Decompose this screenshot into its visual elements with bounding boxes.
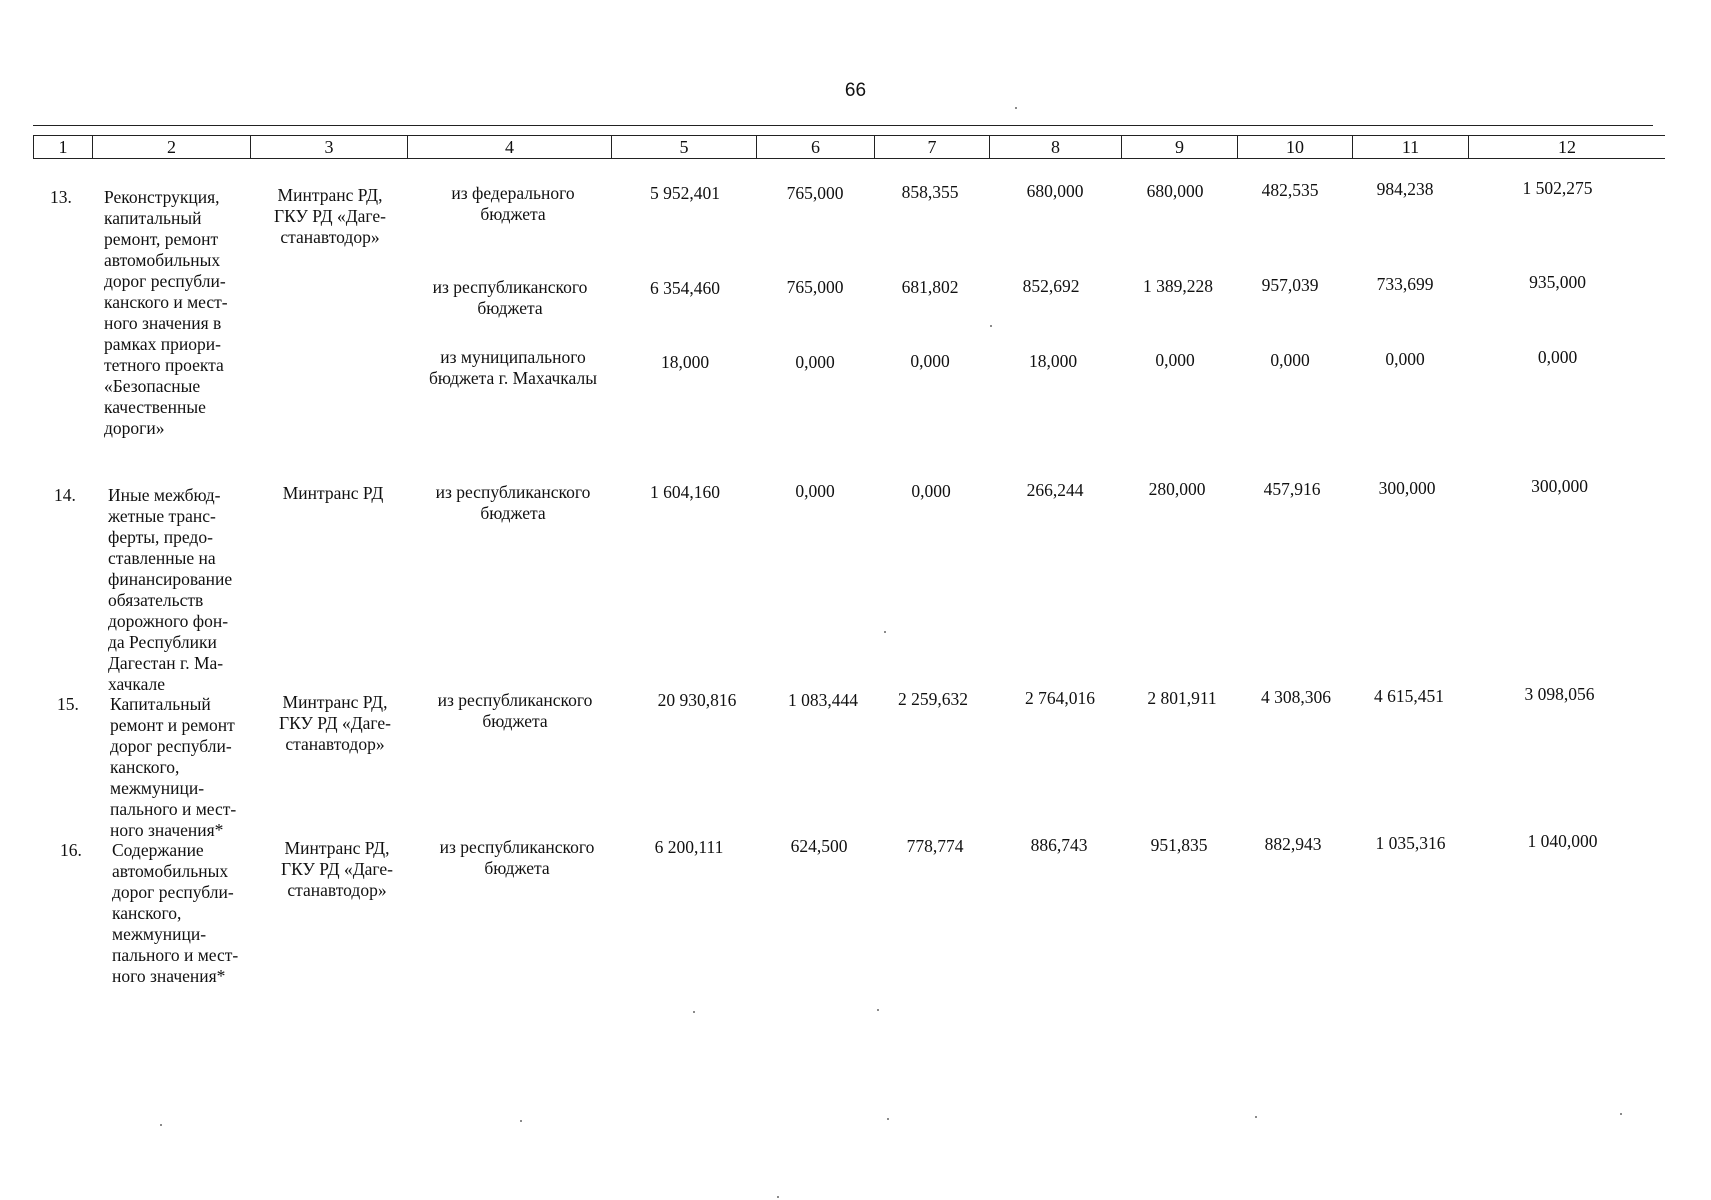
row-14-name (108, 485, 248, 695)
responsible-line: ГКУ РД «Даге- (279, 713, 391, 733)
value-col-12: 0,000 (1537, 347, 1578, 367)
value-col-5: 20 930,816 (657, 690, 737, 710)
name-line: дороги» (104, 418, 165, 438)
row-14-index: 14. (54, 485, 76, 505)
name-line: дорог республи- (112, 882, 234, 902)
name-line: пального и мест- (110, 799, 237, 819)
source-line: из республиканского (432, 277, 588, 297)
row-16-name (112, 840, 252, 987)
value-col-7: 858,355 (901, 182, 959, 202)
source-line: из республиканского (439, 837, 595, 857)
value-col-5: 1 604,160 (650, 482, 720, 502)
name-line: «Безопасные (104, 376, 201, 396)
header-top-rule (33, 125, 1653, 126)
name-line: капитальный (104, 208, 202, 228)
row-13-responsible (265, 185, 395, 248)
name-line: жетные транс- (108, 506, 216, 526)
value-col-7: 2 259,632 (898, 689, 968, 709)
name-line: финансирование (108, 569, 233, 589)
row-15-source-republican (420, 690, 610, 732)
page-number: 66 (844, 80, 867, 101)
name-line: Содержание (112, 840, 204, 860)
value-col-7: 0,000 (911, 481, 951, 501)
value-col-9: 951,835 (1150, 835, 1208, 855)
name-line: ферты, предо- (108, 527, 213, 547)
value-col-11: 984,238 (1376, 179, 1434, 199)
value-col-6: 0,000 (795, 481, 835, 501)
scan-speck (520, 1120, 522, 1122)
name-line: Дагестан г. Ма- (108, 653, 224, 673)
value-col-11: 4 615,451 (1374, 686, 1444, 706)
column-header-4: 4 (408, 136, 612, 159)
responsible-line: Минтранс РД, (282, 692, 388, 712)
value-col-12: 1 040,000 (1527, 831, 1598, 851)
source-line: бюджета (480, 204, 546, 224)
row-16-responsible (272, 838, 402, 901)
name-line: качественные (104, 397, 206, 417)
column-header-1: 1 (34, 136, 93, 159)
responsible-line: станавтодор» (285, 734, 385, 754)
column-header-9: 9 (1122, 136, 1238, 159)
name-line: ного значения в (104, 313, 222, 333)
responsible-line: ГКУ РД «Даге- (281, 859, 393, 879)
name-line: Иные межбюд- (108, 485, 221, 505)
scan-speck (1015, 107, 1017, 109)
name-line: тетного проекта (104, 355, 224, 375)
value-col-10: 4 308,306 (1261, 687, 1331, 707)
row-14-responsible (268, 483, 398, 504)
value-col-8: 886,743 (1030, 835, 1088, 855)
source-line: из республиканского (437, 690, 593, 710)
source-line: бюджета (477, 298, 543, 318)
name-line: дорог республи- (110, 736, 232, 756)
value-col-10: 957,039 (1261, 275, 1319, 295)
name-line: дорог республи- (104, 271, 226, 291)
name-line: ного значения* (112, 966, 226, 986)
value-col-5: 18,000 (660, 352, 710, 372)
name-line: канского и мест- (104, 292, 228, 312)
value-col-8: 18,000 (1028, 351, 1078, 371)
column-header-10: 10 (1238, 136, 1353, 159)
row-13-source-federal (418, 183, 608, 225)
value-col-5: 5 952,401 (650, 183, 720, 203)
source-line: бюджета (480, 503, 546, 523)
value-col-5: 6 354,460 (650, 278, 720, 298)
responsible-line: станавтодор» (287, 880, 387, 900)
value-col-5: 6 200,111 (654, 837, 724, 857)
value-col-10: 482,535 (1261, 180, 1319, 200)
column-header-12: 12 (1469, 136, 1666, 159)
value-col-10: 882,943 (1264, 834, 1322, 854)
value-col-9: 2 801,911 (1147, 688, 1217, 708)
row-13-source-municipal (413, 347, 613, 389)
name-line: дорожного фон- (108, 611, 229, 631)
value-col-6: 1 083,444 (788, 690, 858, 710)
responsible-line: станавтодор» (280, 227, 380, 247)
name-line: автомобильных (112, 861, 229, 881)
name-line: пального и мест- (112, 945, 239, 965)
value-col-10: 0,000 (1270, 350, 1310, 370)
source-line: бюджета (482, 711, 548, 731)
responsible-line: Минтранс РД, (277, 185, 383, 205)
value-col-6: 765,000 (786, 277, 844, 297)
name-line: канского, (110, 757, 180, 777)
name-line: обязательств (108, 590, 204, 610)
value-col-12: 3 098,056 (1524, 684, 1595, 704)
value-col-10: 457,916 (1263, 479, 1321, 499)
name-line: ного значения* (110, 820, 224, 840)
value-col-11: 0,000 (1385, 349, 1425, 369)
row-16-source-republican (422, 837, 612, 879)
value-col-6: 765,000 (786, 183, 844, 203)
name-line: межмуници- (110, 778, 205, 798)
row-14-source-republican (418, 482, 608, 524)
scan-speck (887, 1118, 889, 1120)
row-13-name (104, 187, 244, 439)
name-line: межмуници- (112, 924, 207, 944)
scan-speck (777, 1196, 779, 1198)
value-col-12: 1 502,275 (1522, 178, 1593, 198)
name-line: ставленные на (108, 548, 216, 568)
value-col-12: 300,000 (1531, 476, 1588, 496)
value-col-9: 1 389,228 (1143, 276, 1213, 296)
row-13-index: 13. (50, 187, 72, 207)
value-col-7: 778,774 (906, 836, 964, 856)
scan-speck (877, 1009, 879, 1011)
value-col-7: 0,000 (910, 351, 950, 371)
responsible-line: Минтранс РД (282, 483, 384, 503)
column-header-2: 2 (93, 136, 251, 159)
header-bottom-rule (33, 158, 1653, 159)
name-line: Капитальный (110, 694, 211, 714)
value-col-6: 624,500 (790, 836, 848, 856)
scan-speck (1255, 1116, 1257, 1118)
value-col-8: 2 764,016 (1025, 688, 1095, 708)
row-13-source-republican (415, 277, 605, 319)
value-col-9: 280,000 (1148, 479, 1206, 499)
value-col-9: 0,000 (1155, 350, 1195, 370)
responsible-line: Минтранс РД, (284, 838, 390, 858)
row-15-responsible (270, 692, 400, 755)
source-line: из федерального (451, 183, 575, 203)
value-col-11: 300,000 (1378, 478, 1436, 498)
value-col-8: 680,000 (1026, 181, 1084, 201)
value-col-12: 935,000 (1529, 272, 1586, 292)
name-line: да Республики (108, 632, 217, 652)
scan-speck (693, 1011, 695, 1013)
scan-speck (990, 325, 992, 327)
column-header-6: 6 (757, 136, 875, 159)
responsible-line: ГКУ РД «Даге- (274, 206, 386, 226)
column-header-table (33, 135, 1665, 159)
row-15-name (110, 694, 250, 841)
name-line: хачкале (108, 674, 166, 694)
value-col-11: 1 035,316 (1375, 833, 1446, 853)
scan-speck (160, 1124, 162, 1126)
source-line: бюджета г. Махачкалы (429, 368, 597, 388)
value-col-11: 733,699 (1376, 274, 1434, 294)
name-line: рамках приори- (104, 334, 221, 354)
column-header-11: 11 (1353, 136, 1469, 159)
name-line: канского, (112, 903, 182, 923)
source-line: бюджета (484, 858, 550, 878)
column-header-7: 7 (875, 136, 990, 159)
value-col-9: 680,000 (1146, 181, 1204, 201)
name-line: автомобильных (104, 250, 221, 270)
value-col-6: 0,000 (795, 352, 835, 372)
value-col-8: 266,244 (1026, 480, 1084, 500)
value-col-7: 681,802 (901, 277, 959, 297)
source-line: из муниципального (440, 347, 586, 367)
column-header-5: 5 (612, 136, 757, 159)
column-header-row (34, 136, 1666, 159)
name-line: ремонт, ремонт (104, 229, 219, 249)
column-header-3: 3 (251, 136, 408, 159)
name-line: ремонт и ремонт (110, 715, 235, 735)
scan-speck (884, 631, 886, 633)
row-16-index: 16. (60, 840, 82, 860)
name-line: Реконструкция, (104, 187, 220, 207)
column-header-8: 8 (990, 136, 1122, 159)
value-col-8: 852,692 (1022, 276, 1080, 296)
row-15-index: 15. (57, 694, 79, 714)
source-line: из республиканского (435, 482, 591, 502)
scan-speck (1620, 1113, 1622, 1115)
